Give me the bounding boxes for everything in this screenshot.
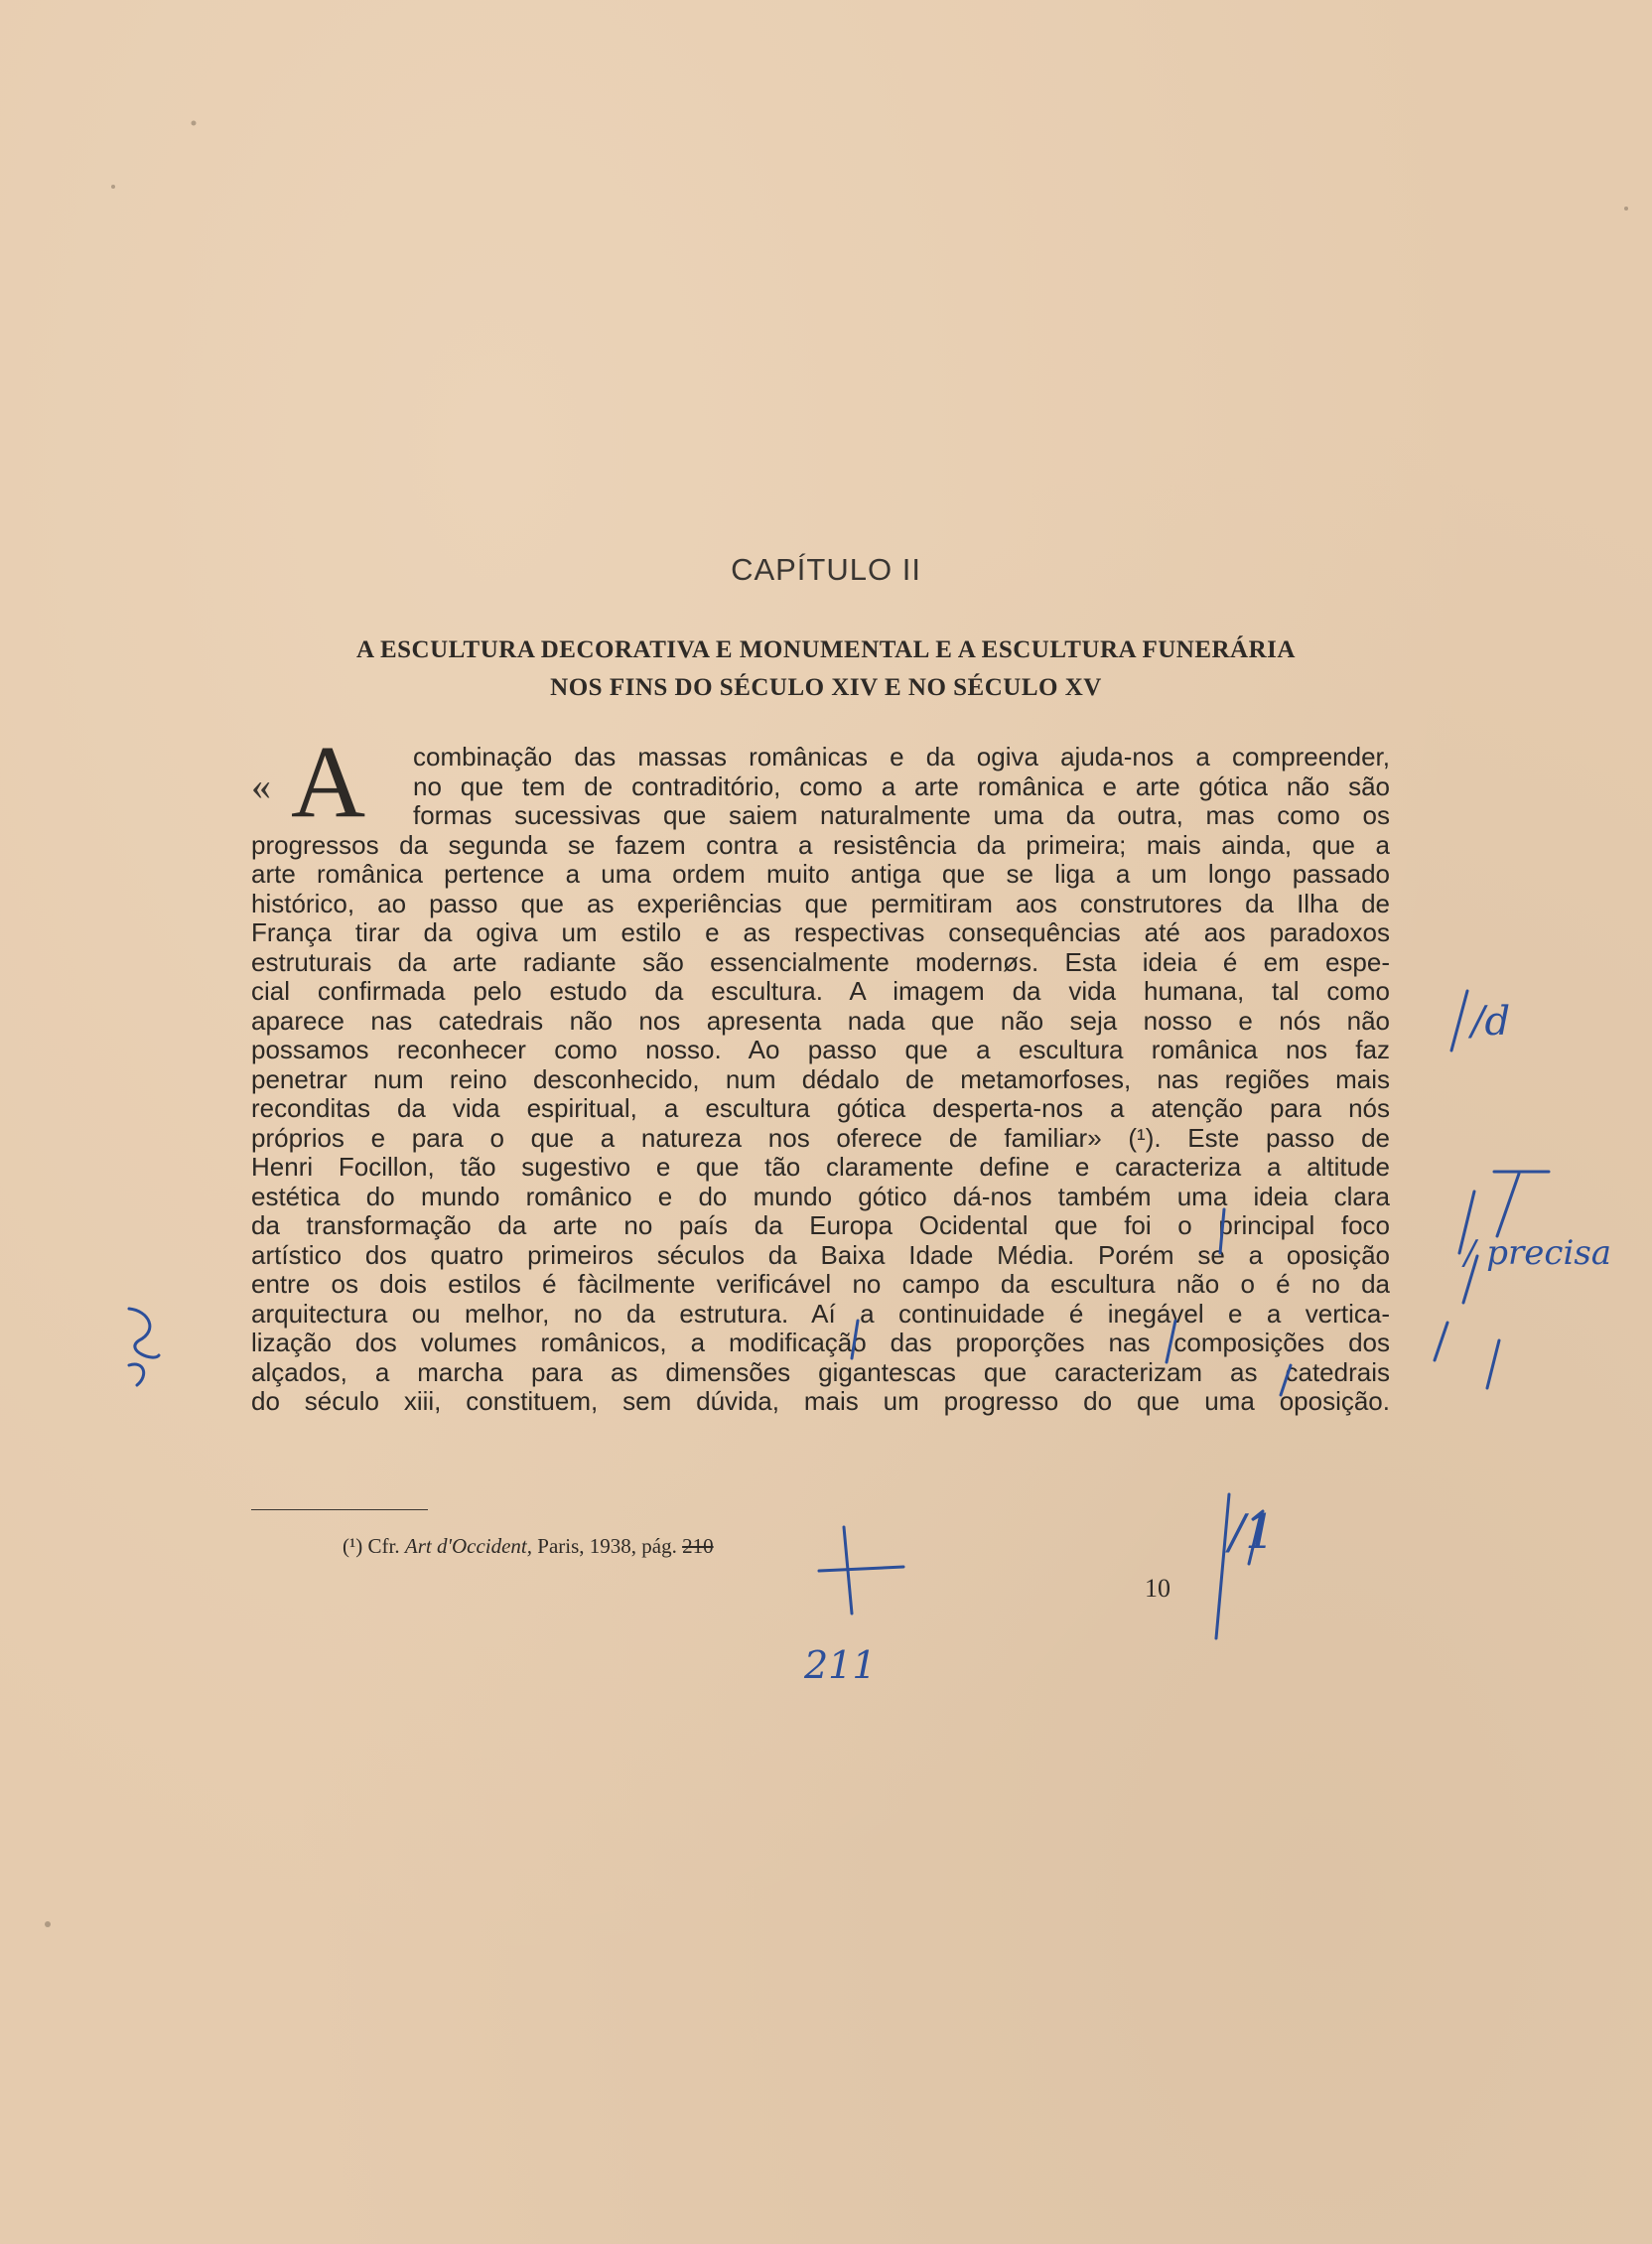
text-line: arte românica pertence a uma ordem muito antiga que se liga a um longo passado — [251, 859, 1390, 889]
text-line: Henri Focillon, tão sugestivo e que tão claramente define e caracteriza a altitude — [251, 1152, 1390, 1182]
text-line: no que tem de contraditório, como a arte românica e arte gótica não são — [413, 771, 1390, 801]
footnote-rest: Paris, 1938, pág. — [537, 1534, 677, 1558]
paper-speck — [192, 121, 197, 126]
text-line: alçados, a marcha para as dimensões gigantescas que caracterizam as catedrais — [251, 1356, 1390, 1387]
text-line: penetrar num reino desconhecido, num dédalo de metamorfoses, nas regiões mais — [251, 1063, 1390, 1094]
text-line: possamos reconhecer como nosso. Ao passo que a escultura românica nos faz — [251, 1035, 1390, 1064]
paper-speck — [45, 1921, 51, 1927]
text-line: arquitectura ou melhor, no da estrutura. Aí a continuidade é inegável e a vertica- — [251, 1298, 1390, 1329]
margin-slash-4 — [1435, 1323, 1447, 1360]
corner-slash — [1216, 1494, 1229, 1638]
text-line: lização dos volumes românicos, a modificação das proporções nas composições dos — [251, 1328, 1390, 1357]
text-line: estruturais da arte radiante são essencialmente modernøs. Esta ideia é em espe- — [251, 946, 1390, 977]
section-title-line-1: A ESCULTURA DECORATIVA E MONUMENTAL E A ESCULTURA FUNERÁRIA — [356, 636, 1296, 663]
text-line: próprios e para o que a natureza nos oferece de familiar» (¹). Este passo de — [251, 1122, 1390, 1153]
footnote-marker: (¹) — [343, 1534, 363, 1558]
text-line: França tirar da ogiva um estilo e as respectivas consequências até aos paradoxos — [251, 917, 1390, 947]
handwritten-margin-note-2: / precisa — [1464, 1233, 1612, 1273]
page-number: 10 — [1145, 1574, 1170, 1603]
section-title-line-2: NOS FINS DO SÉCULO XIV E NO SÉCULO XV — [550, 674, 1102, 701]
text-line: do século xiii, constituem, sem dúvida, mais um progresso do que uma oposição. — [251, 1386, 1390, 1416]
text-line: formas sucessivas que saiem naturalmente uma da outra, mas como os — [413, 800, 1390, 830]
opening-quote: « — [251, 764, 271, 808]
text-line: aparece nas catedrais não nos apresenta nada que não seja nosso e nós não — [251, 1005, 1390, 1036]
insert-mark-1 — [1220, 1209, 1224, 1253]
footnote-title: Art d'Occident, — [404, 1534, 533, 1558]
text-line: histórico, ao passo que as experiências que permitiram aos construtores da Ilha de — [251, 888, 1390, 918]
handwritten-margin-note-1: /d — [1471, 999, 1511, 1045]
footnote-struck-page: 210 — [682, 1534, 714, 1558]
left-margin-scribble — [129, 1309, 159, 1385]
insert-mark-2 — [852, 1321, 858, 1358]
margin-bracket — [1494, 1172, 1549, 1236]
text-line: estética do mundo românico e do mundo gótico dá-nos também uma ideia clara — [251, 1181, 1390, 1211]
text-line: artístico dos quatro primeiros séculos da Baixa Idade Média. Porém se a oposição — [251, 1239, 1390, 1270]
footnote-prefix: Cfr. — [367, 1534, 400, 1558]
text-line: progressos da segunda se fazem contra a resistência da primeira; mais ainda, que a — [251, 829, 1390, 860]
text-line: da transformação da arte no país da Europa Ocidental que foi o principal foco — [251, 1210, 1390, 1240]
margin-slash-1 — [1451, 991, 1467, 1051]
insert-mark-4 — [1281, 1365, 1291, 1395]
text-line: cial confirmada pelo estudo da escultura. A imagem da vida humana, tal como — [251, 976, 1390, 1006]
handwritten-page-ref: 211 — [804, 1643, 877, 1687]
text-line: combinação das massas românicas e da ogiva ajuda-nos a compreender, — [413, 742, 1390, 771]
chapter-heading: CAPÍTULO II — [731, 552, 921, 587]
strike-mark-footnote-cross — [819, 1567, 903, 1571]
margin-slash-5 — [1487, 1340, 1499, 1388]
insert-mark-3 — [1167, 1321, 1175, 1362]
text-line: entre os dois estilos é fàcilmente verificável no campo da escultura não o é no da — [251, 1269, 1390, 1299]
text-line: reconditas da vida espiritual, a escultura gótica desperta-nos a atenção para nós — [251, 1093, 1390, 1123]
paper-speck — [111, 185, 115, 189]
handwritten-corner-note: /1 — [1229, 1504, 1276, 1560]
drop-cap: A — [291, 725, 366, 839]
paper-speck — [1624, 207, 1628, 210]
